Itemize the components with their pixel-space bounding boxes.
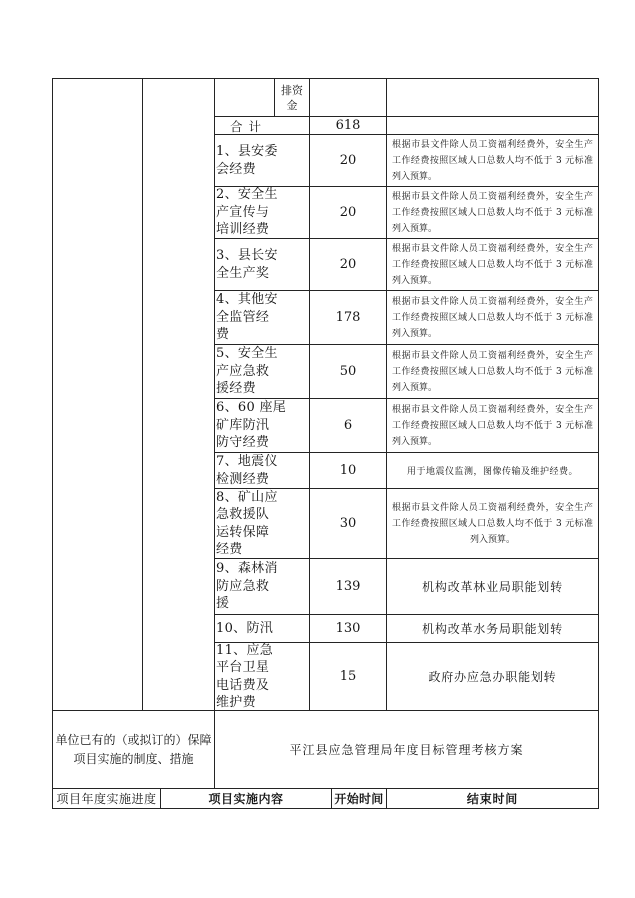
funding-header-cell	[274, 78, 310, 117]
budget-item-name	[214, 614, 310, 643]
budget-item-remark	[386, 186, 599, 239]
total-amount: 618	[309, 116, 387, 135]
name-line: 检测经费	[216, 471, 270, 487]
remark-text	[392, 348, 593, 396]
budget-item-name	[214, 186, 310, 239]
name-line: 矿库防汛	[216, 417, 270, 433]
name-line: 电话费及	[216, 677, 270, 693]
name-line: 培训经费	[216, 222, 270, 238]
name-line: 费	[216, 327, 230, 343]
budget-item-amount: 6	[309, 398, 387, 453]
budget-item-amount: 20	[309, 238, 387, 291]
budget-row	[0, 488, 635, 559]
funding-header-text	[281, 83, 303, 113]
progress-row	[0, 788, 635, 809]
name-line: 11、应急	[216, 642, 274, 658]
name-line: 3、县长安	[216, 248, 278, 263]
name-line: 6、60 座尾	[216, 400, 287, 416]
remark-text	[392, 189, 593, 237]
budget-row	[0, 642, 635, 711]
budget-item-name-text	[216, 399, 287, 452]
budget-item-amount: 20	[309, 134, 387, 187]
progress-start-header: 开始时间	[331, 788, 387, 809]
remark-line: 列入预算。	[392, 275, 438, 286]
budget-item-remark	[386, 398, 599, 453]
budget-item-remark	[386, 290, 599, 345]
remark-line: 列入预算。	[392, 382, 438, 393]
budget-item-remark	[386, 452, 599, 489]
name-line: 产宣传与	[216, 204, 270, 220]
remark-line: 机构改革林业局职能划转	[422, 580, 563, 594]
remark-line: 列入预算。	[469, 534, 515, 545]
remark-line: 根据市县文件除人员工资福利经费外，安全生产	[392, 350, 593, 361]
measures-label	[52, 710, 215, 789]
budget-item-remark	[386, 614, 599, 643]
remark-text	[392, 402, 593, 450]
measures-value: 平江县应急管理局年度目标管理考核方案	[214, 710, 599, 789]
measures-label-text	[55, 731, 211, 769]
budget-item-remark	[386, 642, 599, 711]
budget-item-amount: 30	[309, 488, 387, 559]
remark-line: 用于地震仪监测，图像传输及维护经费。	[406, 467, 578, 477]
remark-line: 政府办应急办职能划转	[428, 670, 557, 684]
budget-item-amount: 10	[309, 452, 387, 489]
budget-item-name-text	[216, 453, 276, 488]
remark-line: 根据市县文件除人员工资福利经费外，安全生产	[392, 139, 593, 150]
budget-item-name	[214, 238, 310, 291]
funding-header-line: 排资	[281, 83, 303, 97]
remark-line: 工作经费按照区域人口总数人均不低于 3 元标准	[392, 518, 593, 529]
remark-line: 工作经费按照区域人口总数人均不低于 3 元标准	[392, 259, 593, 270]
name-line: 全监管经	[216, 309, 270, 325]
budget-item-name	[214, 134, 310, 187]
remark-line: 根据市县文件除人员工资福利经费外，安全生产	[392, 502, 593, 513]
budget-item-name-text	[216, 620, 276, 638]
budget-item-amount: 130	[309, 614, 387, 643]
budget-item-amount: 15	[309, 642, 387, 711]
budget-row	[0, 398, 635, 453]
budget-item-name-text	[216, 186, 276, 239]
budget-item-amount: 139	[309, 558, 387, 615]
name-line: 平台卫星	[216, 660, 270, 675]
name-line: 7、地震仪	[216, 454, 278, 469]
budget-row	[0, 452, 635, 489]
budget-item-name	[214, 642, 310, 711]
remark-line: 工作经费按照区域人口总数人均不低于 3 元标准	[392, 312, 593, 323]
name-line: 援	[216, 596, 230, 612]
funding-header-line: 金	[286, 98, 298, 112]
progress-end-header: 结束时间	[386, 788, 599, 809]
remark-line: 工作经费按照区域人口总数人均不低于 3 元标准	[392, 420, 593, 431]
remark-line: 机构改革水务局职能划转	[422, 622, 563, 636]
name-line: 会经费	[216, 161, 256, 177]
remark-text	[392, 241, 593, 289]
budget-row	[0, 238, 635, 291]
measures-label-line: 项目实施的制度、措施	[73, 751, 194, 766]
name-line: 8、矿山应	[216, 489, 278, 505]
total-label: 合 计	[214, 116, 310, 135]
name-line: 运转保障	[216, 524, 270, 540]
budget-item-name-text	[216, 143, 276, 178]
budget-item-amount: 50	[309, 344, 387, 399]
name-line: 维护费	[216, 695, 256, 710]
name-line: 5、安全生	[216, 346, 278, 362]
budget-item-name-text	[216, 560, 276, 613]
remark-line: 列入预算。	[392, 223, 438, 234]
blank-cell	[386, 78, 599, 117]
budget-item-name-text	[216, 291, 276, 344]
budget-row	[0, 614, 635, 643]
total-row	[0, 116, 635, 135]
name-line: 援经费	[216, 381, 256, 397]
budget-item-remark	[386, 558, 599, 615]
remark-line: 工作经费按照区域人口总数人均不低于 3 元标准	[392, 207, 593, 218]
remark-line: 根据市县文件除人员工资福利经费外，安全生产	[392, 404, 593, 415]
progress-label: 项目年度实施进度	[52, 788, 161, 809]
name-line: 经费	[216, 542, 243, 557]
name-line: 1、县安委	[216, 144, 278, 159]
name-line: 急救援队	[216, 507, 270, 522]
budget-row	[0, 290, 635, 345]
remark-line: 列入预算。	[392, 328, 438, 339]
total-remark	[386, 116, 599, 135]
blank-cell	[309, 78, 387, 117]
remark-line: 根据市县文件除人员工资福利经费外，安全生产	[392, 243, 593, 254]
budget-item-name-text	[216, 642, 276, 712]
remark-line: 根据市县文件除人员工资福利经费外，安全生产	[392, 296, 593, 307]
name-line: 9、森林消	[216, 561, 278, 577]
name-line: 防应急救	[216, 578, 270, 594]
budget-item-remark	[386, 238, 599, 291]
name-line: 全生产奖	[216, 265, 270, 281]
blank-cell	[214, 78, 275, 117]
remark-text	[392, 500, 593, 548]
budget-item-remark	[386, 134, 599, 187]
name-line: 产应急救	[216, 363, 270, 379]
budget-item-amount: 20	[309, 186, 387, 239]
measures-row	[0, 710, 635, 789]
budget-item-amount: 178	[309, 290, 387, 345]
budget-row	[0, 344, 635, 399]
remark-line: 工作经费按照区域人口总数人均不低于 3 元标准	[392, 366, 593, 377]
budget-item-name-text	[216, 489, 276, 559]
budget-item-name	[214, 398, 310, 453]
name-line: 4、其他安	[216, 292, 278, 308]
remark-line: 根据市县文件除人员工资福利经费外，安全生产	[392, 191, 593, 202]
progress-content-header: 项目实施内容	[160, 788, 332, 809]
budget-item-name-text	[216, 247, 276, 282]
remark-text	[392, 137, 593, 185]
continued-header-row	[0, 78, 635, 117]
budget-item-name	[214, 344, 310, 399]
remark-line: 工作经费按照区域人口总数人均不低于 3 元标准	[392, 155, 593, 166]
budget-item-name	[214, 452, 310, 489]
remark-line: 列入预算。	[392, 171, 438, 182]
measures-label-line: 单位已有的（或拟订的）保障	[55, 732, 212, 747]
budget-row	[0, 186, 635, 239]
budget-item-remark	[386, 344, 599, 399]
budget-item-name	[214, 558, 310, 615]
budget-row	[0, 134, 635, 187]
name-line: 10、防汛	[216, 620, 274, 636]
budget-item-remark	[386, 488, 599, 559]
budget-item-name	[214, 488, 310, 559]
remark-text	[392, 294, 593, 342]
remark-line: 列入预算。	[392, 436, 438, 447]
name-line: 2、安全生	[216, 187, 278, 203]
name-line: 防守经费	[216, 435, 270, 451]
budget-item-name-text	[216, 345, 276, 398]
budget-item-name	[214, 290, 310, 345]
budget-row	[0, 558, 635, 615]
